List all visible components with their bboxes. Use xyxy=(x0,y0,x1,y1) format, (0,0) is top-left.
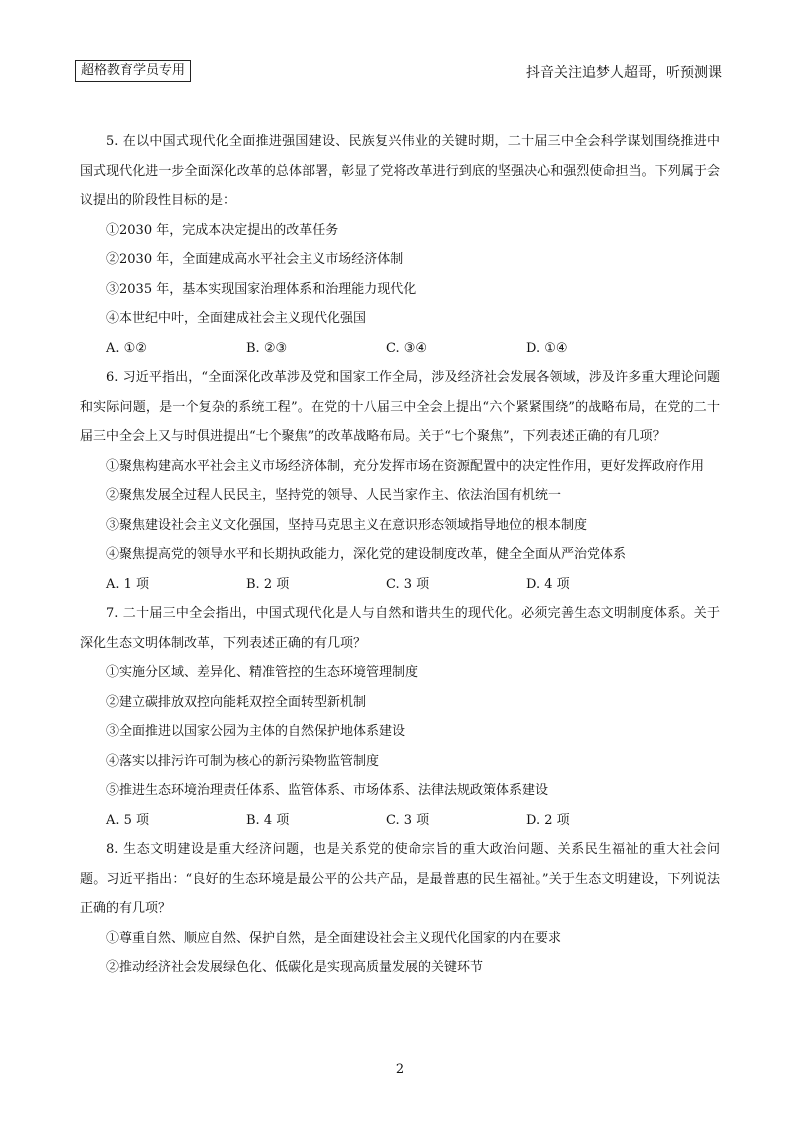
question-content xyxy=(80,127,720,983)
question-6 xyxy=(80,363,720,599)
option-item: ②推动经济社会发展绿色化、低碳化是实现高质量发展的关键环节 xyxy=(106,960,484,975)
option-item: ④落实以排污许可制为核心的新污染物监管制度 xyxy=(106,753,380,769)
choice-c: C. ③④ xyxy=(386,340,428,356)
choice-b: B. ②③ xyxy=(246,340,288,356)
answer-choices xyxy=(80,334,720,364)
option-item: ②2030 年，全面建成高水平社会主义市场经济体制 xyxy=(106,252,404,267)
option-item: ③聚焦建设社会主义文化强国，坚持马克思主义在意识形态领域指导地位的根本制度 xyxy=(106,517,588,533)
option-item: ①聚焦构建高水平社会主义市场经济体制，充分发挥市场在资源配置中的决定性作用，更好发挥政府作用 xyxy=(106,458,705,474)
question-7 xyxy=(80,599,720,835)
choice-c: C. 3 项 xyxy=(386,812,430,828)
option-item: ①实施分区域、差异化、精准管控的生态环境管理制度 xyxy=(106,665,419,680)
choice-d: D. 4 项 xyxy=(526,576,570,592)
question-8 xyxy=(80,835,720,983)
header-note: 抖音关注追梦人超哥，听预测课 xyxy=(526,65,722,81)
question-5 xyxy=(80,127,720,363)
choice-a: A. 1 项 xyxy=(106,576,150,592)
choice-a: A. 5 项 xyxy=(106,812,150,828)
page-number: 2 xyxy=(395,1062,405,1077)
question-stem: 5. 在以中国式现代化全面推进强国建设、民族复兴伟业的关键时期，二十届三中全会科学谋划围绕推进中国式现代化进一步全面深化改革的总体部署，彰显了党将改革进行到底的坚强决心和强烈使命担当。下列属于会议提出的阶段性目标的是： xyxy=(80,134,720,208)
choice-d: D. ①④ xyxy=(526,340,568,356)
option-item: ①2030 年，完成本决定提出的改革任务 xyxy=(106,222,339,238)
option-item: ④本世纪中叶，全面建成社会主义现代化强国 xyxy=(106,311,367,326)
option-item: ①尊重自然、顺应自然、保护自然，是全面建设社会主义现代化国家的内在要求 xyxy=(106,930,562,946)
answer-choices xyxy=(80,570,720,600)
question-stem: 8. 生态文明建设是重大经济问题，也是关系党的使命宗旨的重大政治问题、关系民生福祉的重大社会问题。习近平指出：“良好的生态环境是最公平的公共产品，是最普惠的民生福祉。”关于生态文明建设，下列说法正确的有几项？ xyxy=(80,842,720,916)
option-item: ④聚焦提高党的领导水平和长期执政能力，深化党的建设制度改革，健全全面从严治党体系 xyxy=(106,547,627,562)
choice-c: C. 3 项 xyxy=(386,576,430,592)
choice-a: A. ①② xyxy=(106,340,147,356)
choice-b: B. 2 项 xyxy=(246,576,290,592)
choice-d: D. 2 项 xyxy=(526,812,570,828)
option-item: ③2035 年，基本实现国家治理体系和治理能力现代化 xyxy=(106,281,417,297)
option-item: ②聚焦发展全过程人民民主，坚持党的领导、人民当家作主、依法治国有机统一 xyxy=(106,488,562,503)
question-stem: 6. 习近平指出，“全面深化改革涉及党和国家工作全局，涉及经济社会发展各领域，涉及许多重大理论问题和实际问题，是一个复杂的系统工程”。在党的十八届三中全会上提出“六个紧紧围绕”的战略布局，在党的二十届三中全会上又与时俱进提出“七个聚焦”的改革战略布局。关于“七个聚焦”，下列表述正确的有几项？ xyxy=(80,370,720,444)
question-stem: 7. 二十届三中全会指出，中国式现代化是人与自然和谐共生的现代化。必须完善生态文明制度体系。关于深化生态文明体制改革，下列表述正确的有几项？ xyxy=(80,606,720,651)
option-item: ⑤推进生态环境治理责任体系、监管体系、市场体系、法律法规政策体系建设 xyxy=(106,783,549,798)
header-label-box: 超格教育学员专用 xyxy=(75,60,191,82)
option-item: ②建立碳排放双控向能耗双控全面转型新机制 xyxy=(106,694,367,710)
option-item: ③全面推进以国家公园为主体的自然保护地体系建设 xyxy=(106,724,406,739)
choice-b: B. 4 项 xyxy=(246,812,290,828)
answer-choices xyxy=(80,806,720,836)
